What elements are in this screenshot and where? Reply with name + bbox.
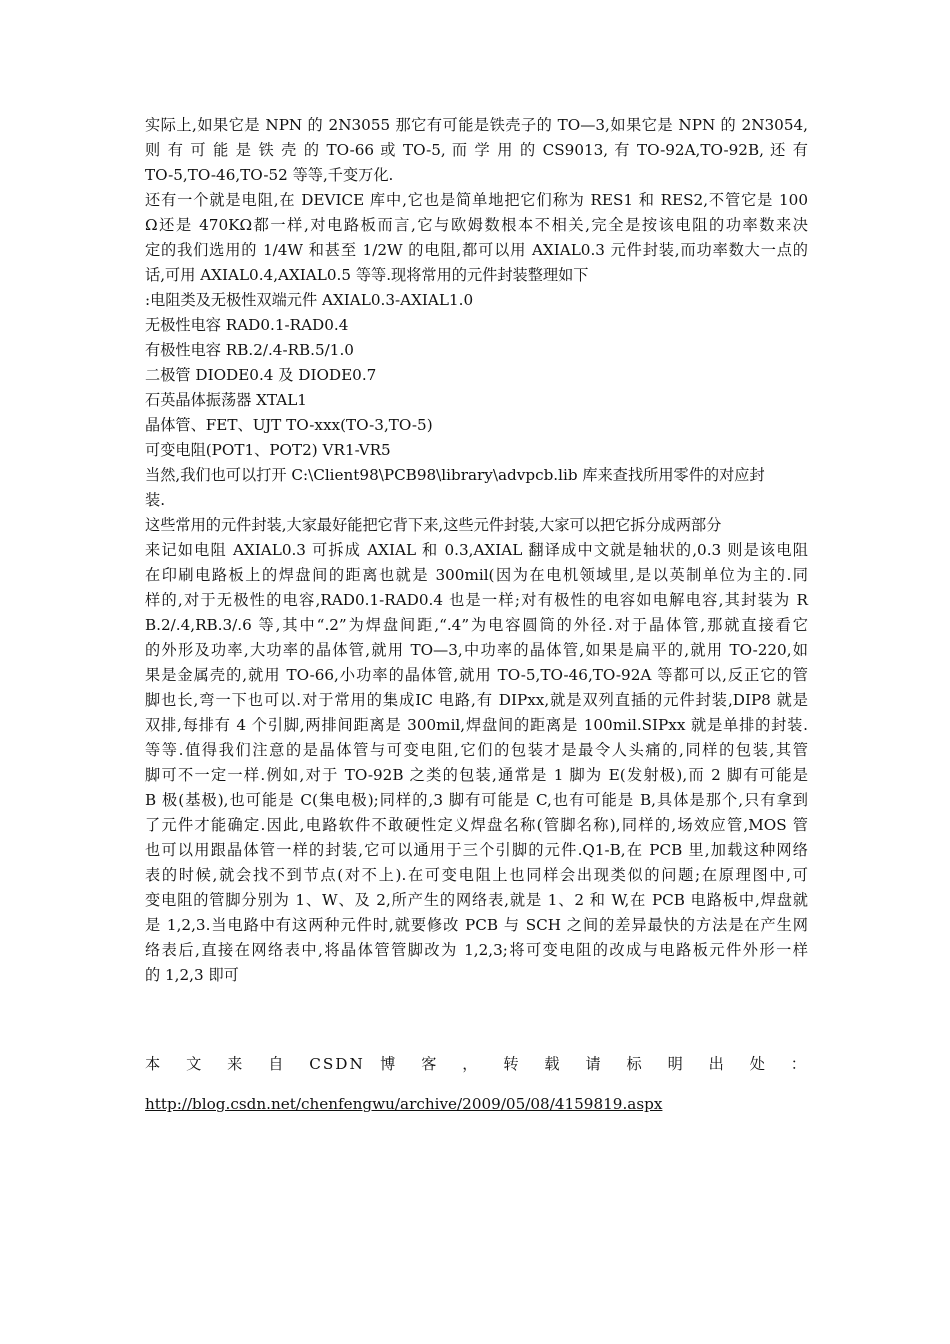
text-line: 实际上,如果它是 NPN 的 2N3055 那它有可能是铁壳子的 TO—3,如果它是 NPN 的 2N3054, xyxy=(145,116,808,134)
text-line: 双排,每排有 4 个引脚,两排间距离是 300mil,焊盘间的距离是 100mil.SIPxx 就是单排的封装. xyxy=(145,716,808,734)
text-line: 在印刷电路板上的焊盘间的距离也就是 300mil(因为在电机领域里,是以英制单位为主的.同 xyxy=(145,566,808,584)
text-line: 的 1,2,3 即可 xyxy=(145,966,239,984)
text-line: TO-5,TO-46,TO-52 等等,千变万化. xyxy=(145,166,394,184)
text-line: 石英晶体振荡器 XTAL1 xyxy=(145,391,307,409)
text-line: 定的我们选用的 1/4W 和甚至 1/2W 的电阻,都可以用 AXIAL0.3 元件封装,而功率数大一点的 xyxy=(145,241,808,259)
text-line: 话,可用 AXIAL0.4,AXIAL0.5 等等.现将常用的元件封装整理如下 xyxy=(145,266,589,284)
article-body xyxy=(145,113,808,988)
text-line: 脚可不一定一样.例如,对于 TO-92B 之类的包装,通常是 1 脚为 E(发射极),而 2 脚有可能是 xyxy=(145,766,808,784)
text-line: 的外形及功率,大功率的晶体管,就用 TO—3,中功率的晶体管,如果是扁平的,就用 TO-220,如 xyxy=(145,641,808,659)
text-line: 等等.值得我们注意的是晶体管与可变电阻,它们的包装才是最令人头痛的,同样的包装,其管 xyxy=(145,741,808,759)
source-lead-text: 本 文 来 自 CSDN 博 客 ， 转 载 请 标 明 出 处 ： xyxy=(145,1055,808,1074)
text-line: 这些常用的元件封装,大家最好能把它背下来,这些元件封装,大家可以把它拆分成两部分 xyxy=(145,516,722,534)
text-line: 还有一个就是电阻,在 DEVICE 库中,它也是简单地把它们称为 RES1 和 RES2,不管它是 100 xyxy=(145,191,808,209)
text-line: 来记如电阻 AXIAL0.3 可拆成 AXIAL 和 0.3,AXIAL 翻译成中文就是轴状的,0.3 则是该电阻 xyxy=(145,541,808,559)
text-line: 装. xyxy=(145,491,166,509)
text-line: 样的,对于无极性的电容,RAD0.1-RAD0.4 也是一样;对有极性的电容如电解电容,其封装为 R xyxy=(145,591,808,609)
text-line: B.2/.4,RB.3/.6 等,其中“.2”为焊盘间距,“.4”为电容圆筒的外径.对于晶体管,那就直接看它 xyxy=(145,616,808,634)
text-line: 无极性电容 RAD0.1-RAD0.4 xyxy=(145,316,349,334)
text-line: 当然,我们也可以打开 C:\Client98\PCB98\library\advpcb.lib 库来查找所用零件的对应封 xyxy=(145,466,765,484)
text-line: 晶体管、FET、UJT TO-xxx(TO-3,TO-5) xyxy=(145,416,433,434)
text-line: 果是金属壳的,就用 TO-66,小功率的晶体管,就用 TO-5,TO-46,TO-92A 等都可以,反正它的管 xyxy=(145,666,808,684)
text-line: 可变电阻(POT1、POT2) VR1-VR5 xyxy=(145,441,391,459)
text-line: 有极性电容 RB.2/.4-RB.5/1.0 xyxy=(145,341,354,359)
source-link[interactable]: http://blog.csdn.net/chenfengwu/archive/2009/05/08/4159819.aspx xyxy=(145,1095,663,1114)
text-line: 脚也长,弯一下也可以.对于常用的集成IC 电路,有 DIPxx,就是双列直插的元件封装,DIP8 就是 xyxy=(145,691,808,709)
text-line: 表的时候,就会找不到节点(对不上).在可变电阻上也同样会出现类似的问题;在原理图中,可 xyxy=(145,866,808,884)
source-attribution xyxy=(145,1037,808,1117)
text-line: 则 有 可 能 是 铁 壳 的 TO-66 或 TO-5, 而 学 用 的 CS9013, 有 TO-92A,TO-92B, 还 有 xyxy=(145,141,808,159)
text-line: 是 1,2,3.当电路中有这两种元件时,就要修改 PCB 与 SCH 之间的差异最快的方法是在产生网 xyxy=(145,916,808,934)
text-line: 络表后,直接在网络表中,将晶体管管脚改为 1,2,3;将可变电阻的改成与电路板元件外形一样 xyxy=(145,941,808,959)
text-line: B 极(基极),也可能是 C(集电极);同样的,3 脚有可能是 C,也有可能是 B,具体是那个,只有拿到 xyxy=(145,791,808,809)
text-line: :电阻类及无极性双端元件 AXIAL0.3-AXIAL1.0 xyxy=(145,291,474,309)
text-line: 二极管 DIODE0.4 及 DIODE0.7 xyxy=(145,366,377,384)
text-line: 了元件才能确定.因此,电路软件不敢硬性定义焊盘名称(管脚名称),同样的,场效应管,MOS 管 xyxy=(145,816,808,834)
text-line: Ω还是 470KΩ都一样,对电路板而言,它与欧姆数根本不相关,完全是按该电阻的功率数来决 xyxy=(145,216,808,234)
text-line: 变电阻的管脚分别为 1、W、及 2,所产生的网络表,就是 1、2 和 W,在 PCB 电路板中,焊盘就 xyxy=(145,891,808,909)
text-line: 也可以用跟晶体管一样的封装,它可以通用于三个引脚的元件.Q1-B,在 PCB 里,加载这种网络 xyxy=(145,841,808,859)
